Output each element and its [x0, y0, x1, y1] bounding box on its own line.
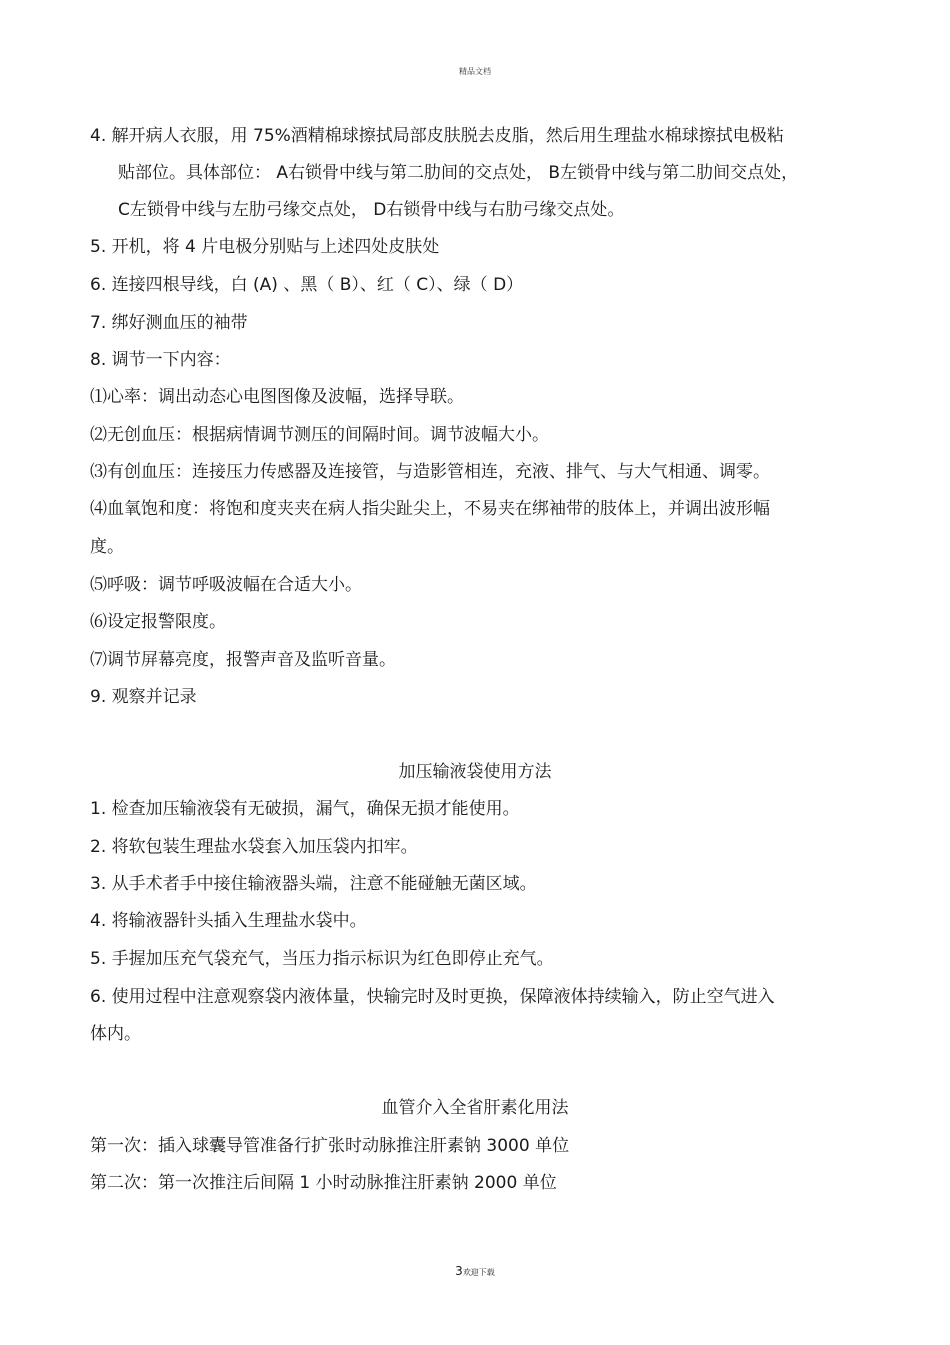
- text-line: 5. 手握加压充气袋充气，当压力指示标识为红色即停止充气。: [90, 949, 554, 969]
- text-line: 6. 使用过程中注意观察袋内液体量，快输完时及时更换，保障液体持续输入，防止空气进入: [90, 987, 775, 1007]
- text-line: 4. 解开病人衣服，用 75%酒精棉球擦拭局部皮肤脱去皮脂，然后用生理盐水棉球擦拭电极粘: [90, 126, 784, 146]
- text-line: 度。: [90, 537, 124, 557]
- text-line: 体内。: [90, 1024, 141, 1044]
- text-line: 3. 从手术者手中接住输液器头端，注意不能碰触无菌区域。: [90, 874, 537, 894]
- text-line: 2. 将软包装生理盐水袋套入加压袋内扣牢。: [90, 837, 418, 857]
- text-line: 第二次：第一次推注后间隔 1 小时动脉推注肝素钠 2000 单位: [90, 1173, 557, 1193]
- text-line: 4. 将输液器针头插入生理盐水袋中。: [90, 911, 367, 931]
- text-line: C左锁骨中线与左肋弓缘交点处， D右锁骨中线与右肋弓缘交点处。: [118, 200, 625, 220]
- footer-text: 欢迎下载: [462, 1268, 495, 1277]
- section-heading: 加压输液袋使用方法: [398, 762, 552, 782]
- page-footer: [0, 1260, 950, 1279]
- text-line: ⑵无创血压：根据病情调节测压的间隔时间。调节波幅大小。: [90, 425, 549, 445]
- text-line: 9. 观察并记录: [90, 687, 197, 707]
- text-line: 第一次：插入球囊导管准备行扩张时动脉推注肝素钠 3000 单位: [90, 1136, 570, 1156]
- section-heading: 血管介入全省肝素化用法: [381, 1098, 569, 1118]
- text-line: 6. 连接四根导线，白 (A) 、黑（ B）、红（ C）、绿（ D）: [90, 275, 524, 295]
- text-line: 5. 开机，将 4 片电极分别贴与上述四处皮肤处: [90, 237, 440, 257]
- text-line: ⑹设定报警限度。: [90, 612, 226, 632]
- text-line: ⑸呼吸：调节呼吸波幅在合适大小。: [90, 575, 362, 595]
- text-line: ⑴心率：调出动态心电图图像及波幅，选择导联。: [90, 387, 464, 407]
- text-line: 8. 调节一下内容：: [90, 350, 231, 370]
- text-line: ⑷血氧饱和度：将饱和度夹夹在病人指尖趾尖上，不易夹在绑袖带的肢体上，并调出波形幅: [90, 499, 770, 519]
- page-number: 3: [455, 1264, 463, 1278]
- text-line: 7. 绑好测血压的袖带: [90, 313, 248, 333]
- page-header: 精品文档: [459, 67, 491, 76]
- text-line: 1. 检查加压输液袋有无破损，漏气，确保无损才能使用。: [90, 799, 520, 819]
- text-line: 贴部位。具体部位： A右锁骨中线与第二肋间的交点处， B左锁骨中线与第二肋间交点处，: [118, 163, 799, 183]
- text-line: ⑺调节屏幕亮度，报警声音及监听音量。: [90, 650, 396, 670]
- text-line: ⑶有创血压：连接压力传感器及连接管，与造影管相连，充液、排气、与大气相通、调零。: [90, 462, 770, 482]
